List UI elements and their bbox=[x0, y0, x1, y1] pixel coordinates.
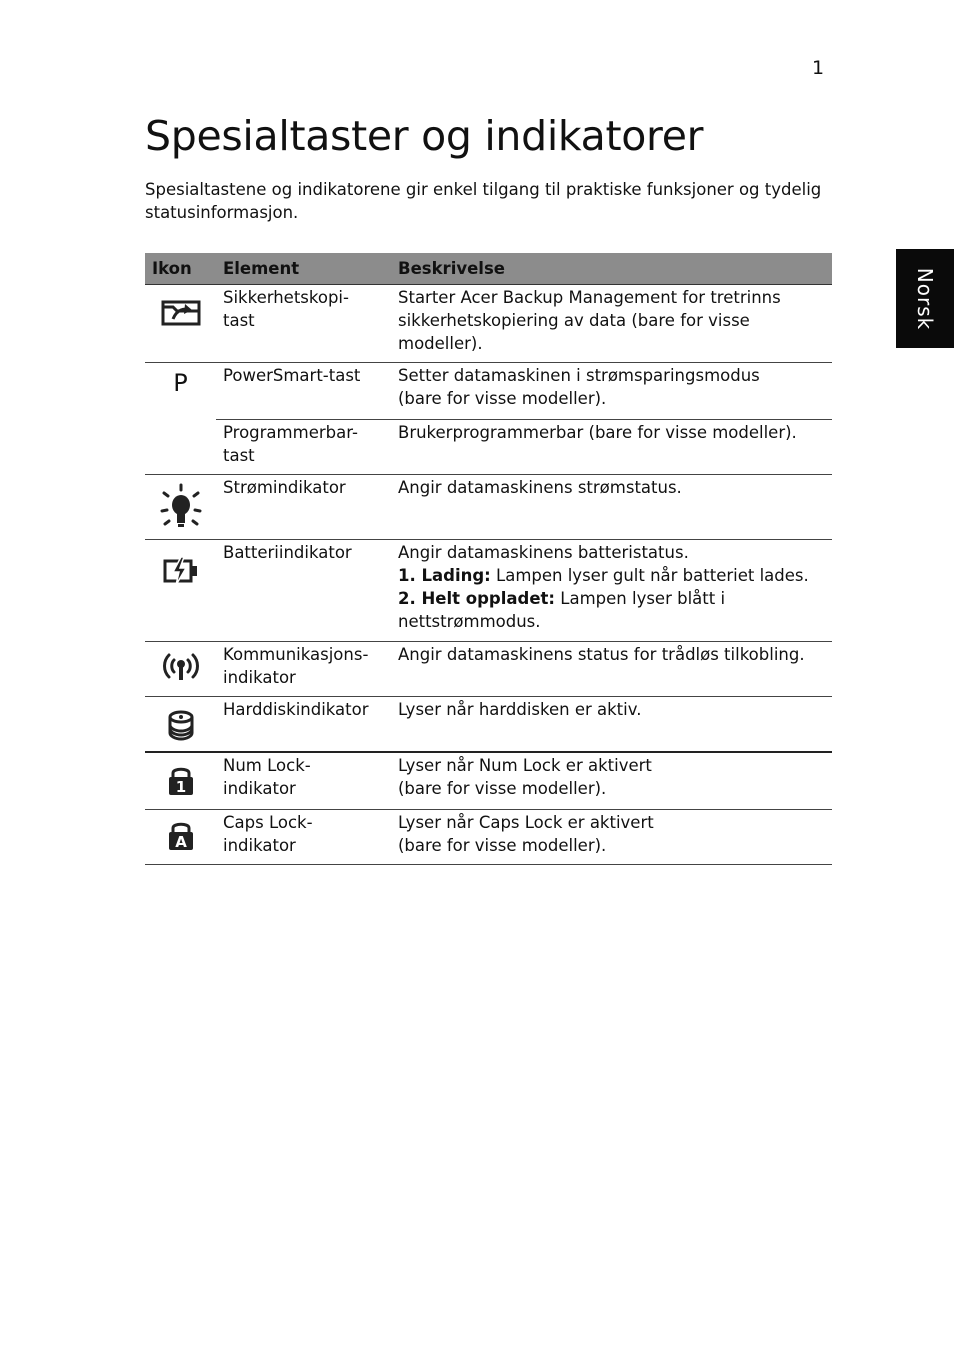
caps-lock-icon-label: A bbox=[174, 833, 187, 851]
description-cell: Starter Acer Backup Management for tretrinns sikkerhetskopiering av data (bare for visse modeller). bbox=[398, 288, 781, 353]
element-cell: Programmerbar- tast bbox=[223, 423, 358, 465]
description-cell: Lyser når harddisken er aktiv. bbox=[398, 700, 642, 719]
description-cell: Lyser når Caps Lock er aktivert (bare for visse modeller). bbox=[398, 813, 654, 855]
powersmart-group bbox=[145, 363, 832, 475]
num-lock-icon-label: 1 bbox=[175, 778, 186, 796]
table-row bbox=[145, 697, 832, 753]
table-row bbox=[145, 285, 832, 363]
page-number: 1 bbox=[812, 57, 825, 79]
header-element: Element bbox=[223, 259, 300, 278]
language-tab: Norsk bbox=[896, 249, 954, 348]
battery-item-1: 1. Lading: Lampen lyser gult når batteriet lades. bbox=[398, 566, 809, 585]
element-cell: Harddiskindikator bbox=[223, 700, 369, 719]
table-header bbox=[145, 253, 832, 285]
table-row bbox=[145, 642, 832, 697]
table-row bbox=[145, 810, 832, 865]
description-cell: Setter datamaskinen i strømsparingsmodus (bare for visse modeller). bbox=[398, 366, 760, 408]
description-cell: Lyser når Num Lock er aktivert (bare for visse modeller). bbox=[398, 756, 652, 798]
table-row bbox=[216, 420, 832, 474]
element-cell: Kommunikasjons- indikator bbox=[223, 645, 369, 687]
element-cell: PowerSmart-tast bbox=[223, 366, 361, 385]
backup-icon bbox=[159, 293, 203, 327]
battery-item-2: 2. Helt oppladet: Lampen lyser blått i nettstrømmodus. bbox=[398, 589, 726, 631]
intro-text: Spesialtastene og indikatorene gir enkel tilgang til praktiske funksjoner og tydelig statusinformasjon. bbox=[145, 180, 822, 222]
light-bulb-icon bbox=[158, 483, 204, 531]
num-lock-icon bbox=[167, 765, 195, 797]
keys-table bbox=[145, 253, 832, 865]
header-description: Beskrivelse bbox=[398, 259, 505, 278]
caps-lock-icon bbox=[167, 820, 195, 852]
description-cell: Angir datamaskinens status for trådløs tilkobling. bbox=[398, 645, 805, 664]
page-title: Spesialtaster og indikatorer bbox=[145, 112, 704, 160]
header-icon: Ikon bbox=[152, 259, 192, 278]
element-cell: Caps Lock- indikator bbox=[223, 813, 313, 855]
element-cell: Strømindikator bbox=[223, 478, 346, 497]
table-row bbox=[145, 475, 832, 540]
description-cell: Brukerprogrammerbar (bare for visse modeller). bbox=[398, 423, 797, 442]
table-row bbox=[216, 363, 832, 420]
description-cell: Angir datamaskinens strømstatus. bbox=[398, 478, 682, 497]
element-cell: Num Lock- indikator bbox=[223, 756, 311, 798]
element-cell: Batteriindikator bbox=[223, 543, 352, 562]
p-key-icon: P bbox=[173, 369, 188, 397]
table-row bbox=[145, 753, 832, 810]
element-cell: Sikkerhetskopi- tast bbox=[223, 288, 349, 330]
wireless-icon bbox=[161, 650, 201, 682]
hard-disk-icon bbox=[166, 709, 196, 741]
battery-charge-icon bbox=[161, 554, 201, 586]
battery-description: Angir datamaskinens batteristatus. bbox=[398, 543, 689, 562]
description-cell bbox=[391, 540, 832, 641]
table-row bbox=[145, 540, 832, 642]
